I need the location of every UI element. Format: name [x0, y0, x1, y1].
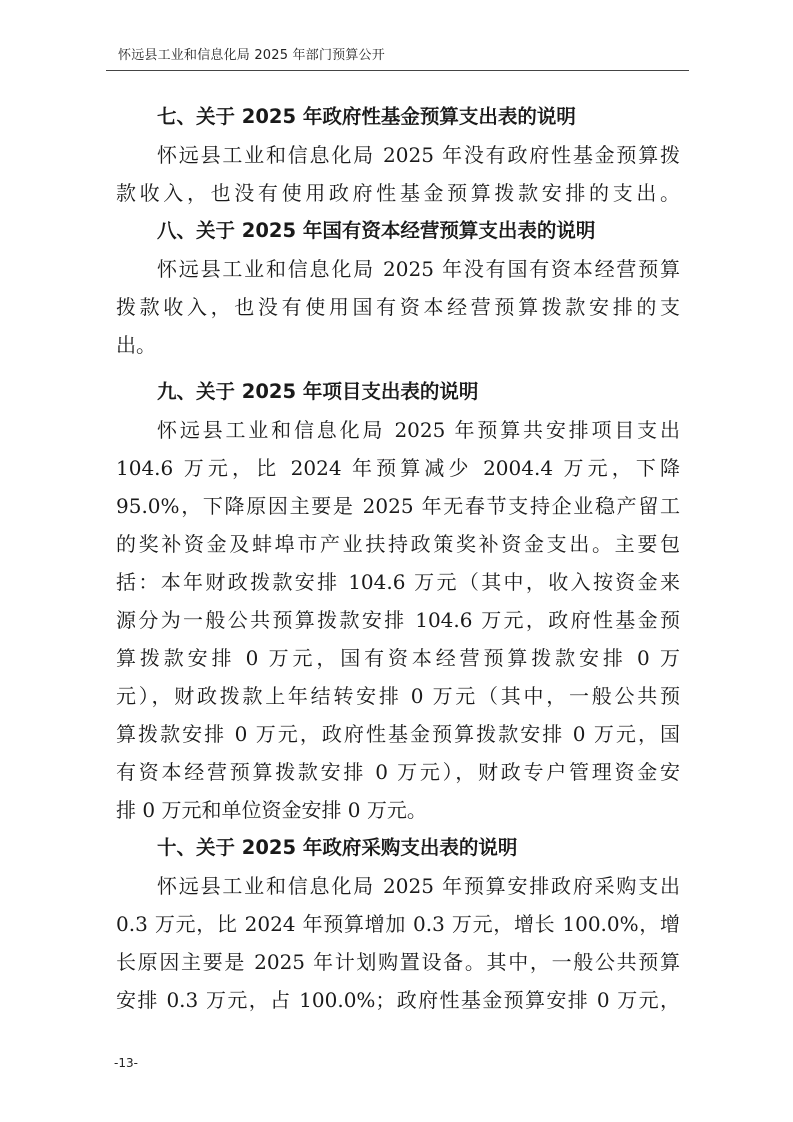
document-body — [116, 98, 680, 1019]
page-header: 怀远县工业和信息化局 2025 年部门预算公开 — [118, 48, 385, 63]
paragraph-line: 算拨款安排 0 万元，国有资本经营预算拨款安排 0 万 — [116, 646, 680, 670]
paragraph-line: 怀远县工业和信息化局 2025 年预算共安排项目支出 — [157, 418, 680, 442]
section-heading: 八、关于 2025 年国有资本经营预算支出表的说明 — [157, 219, 596, 242]
paragraph-line: 款收入，也没有使用政府性基金预算拨款安排的支出。 — [116, 181, 680, 205]
section-8 — [116, 212, 680, 364]
section-10 — [116, 829, 680, 1019]
section-7 — [116, 98, 680, 212]
paragraph-line: 元），财政拨款上年结转安排 0 万元（其中，一般公共预 — [116, 684, 680, 708]
section-9 — [116, 373, 680, 829]
paragraph-line: 怀远县工业和信息化局 2025 年没有政府性基金预算拨 — [157, 143, 680, 167]
paragraph-line: 括：本年财政拨款安排 104.6 万元（其中，收入按资金来 — [116, 570, 680, 594]
paragraph-line: 拨款收入，也没有使用国有资本经营预算拨款安排的支 — [116, 295, 680, 319]
paragraph-line: 104.6 万元，比 2024 年预算减少 2004.4 万元，下降 — [116, 456, 680, 480]
section-heading: 十、关于 2025 年政府采购支出表的说明 — [157, 836, 518, 859]
paragraph-line: 源分为一般公共预算拨款安排 104.6 万元，政府性基金预 — [116, 608, 680, 632]
section-heading: 七、关于 2025 年政府性基金预算支出表的说明 — [157, 105, 576, 128]
paragraph-line: 安排 0.3 万元，占 100.0%；政府性基金预算安排 0 万元， — [116, 988, 680, 1012]
page-number: -13- — [114, 1056, 138, 1070]
paragraph-line: 有资本经营预算拨款安排 0 万元），财政专户管理资金安 — [116, 760, 680, 784]
section-heading: 九、关于 2025 年项目支出表的说明 — [157, 380, 479, 403]
paragraph-line: 排 0 万元和单位资金安排 0 万元。 — [116, 798, 427, 822]
paragraph-line: 算拨款安排 0 万元，政府性基金预算拨款安排 0 万元，国 — [116, 722, 680, 746]
paragraph-line: 出。 — [116, 333, 156, 357]
paragraph-line: 长原因主要是 2025 年计划购置设备。其中，一般公共预算 — [116, 950, 680, 974]
paragraph-line: 怀远县工业和信息化局 2025 年预算安排政府采购支出 — [157, 874, 680, 898]
paragraph-line: 怀远县工业和信息化局 2025 年没有国有资本经营预算 — [157, 257, 680, 281]
paragraph-line: 的奖补资金及蚌埠市产业扶持政策奖补资金支出。主要包 — [116, 532, 680, 556]
paragraph-line: 95.0%，下降原因主要是 2025 年无春节支持企业稳产留工 — [116, 494, 680, 518]
paragraph-line: 0.3 万元，比 2024 年预算增加 0.3 万元，增长 100.0%，增 — [116, 912, 680, 936]
header-divider — [106, 70, 689, 71]
